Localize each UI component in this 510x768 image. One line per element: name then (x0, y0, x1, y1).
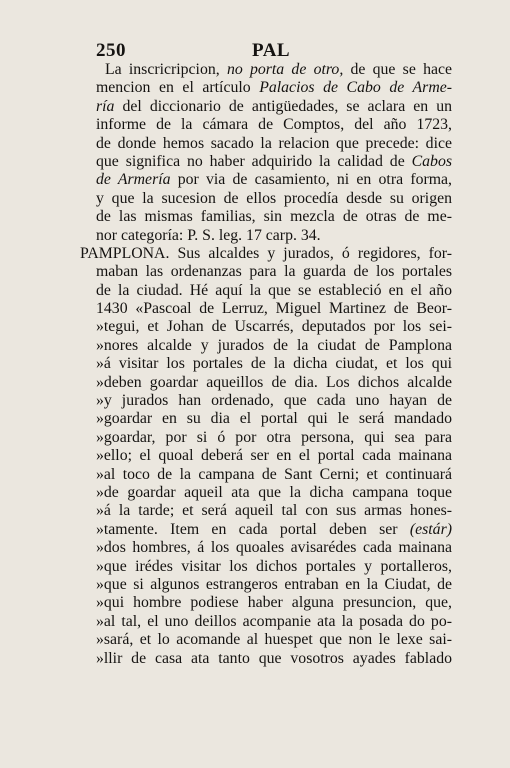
text-line: »y jurados han ordenado, que cada uno hayan de (96, 392, 452, 410)
text-line: »qui hombre podiese haber alguna presuncion, que, (96, 594, 452, 612)
text-line: »llir de casa ata tanto que vosotros ayades fablado (96, 649, 452, 667)
text-line: »tamente. Item en cada portal deben ser (estár) (96, 520, 452, 538)
text-line: »que irédes visitar los dichos portales y portalleros, (96, 557, 452, 575)
text-line: de donde hemos sacado la relacion que precede: dice (96, 134, 452, 152)
text-line: »deben goardar aqueillos de dia. Los dichos alcalde (96, 373, 452, 391)
text-line: »de goardar aqueil ata que la dicha campana toque (96, 483, 452, 501)
text-line: »ello; el quoal deberá ser en el portal cada mainana (96, 447, 452, 465)
text-line: que significa no haber adquirido la calidad de Cabos (96, 152, 452, 170)
text-line: maban las ordenanzas para la guarda de los portales (96, 263, 452, 281)
text-line: »á visitar los portales de la dicha ciudat, et los qui (96, 355, 452, 373)
text-line: »al toco de la campana de Sant Cerni; et continuará (96, 465, 452, 483)
text-line: PAMPLONA. Sus alcaldes y jurados, ó regidores, for- (80, 244, 452, 262)
text-line: »á la tarde; et será aqueil tal con sus armas hones- (96, 502, 452, 520)
text-line: de la ciudad. Hé aquí la que se estableció en el año (96, 281, 452, 299)
text-line: »al tal, el uno deillos acompanie ata la posada do po- (96, 612, 452, 630)
text-line: mencion en el artículo Palacios de Cabo de Arme- (96, 79, 453, 97)
text-line: de las mismas familias, sin mezcla de otras de me- (96, 208, 452, 226)
text-line: »dos hombres, á los quoales avisarédes cada mainana (96, 539, 452, 557)
page-number: 250 (96, 40, 126, 61)
text-line: ría del diccionario de antigüedades, se aclara en un (96, 97, 452, 115)
body-text (80, 61, 452, 668)
text-line: informe de la cámara de Comptos, del año 1723, (96, 116, 452, 134)
text-line: nor categoría: P. S. leg. 17 carp. 34. (96, 226, 321, 244)
text-line: »sará, et lo acomande al huespet que non le lexe sai- (96, 631, 452, 649)
text-line: »nores alcalde y jurados de la ciudat de Pamplona (96, 336, 452, 354)
text-line: y que la sucesion de ellos procedía desde su origen (96, 189, 452, 207)
text-line: »que si algunos estrangeros entraban en la Ciudat, de (96, 575, 452, 593)
text-line: La inscricripcion, no porta de otro, de que se hace (105, 61, 452, 78)
text-line: »tegui, et Johan de Uscarrés, deputados por los sei- (96, 318, 452, 336)
text-line: de Armería por via de casamiento, ni en otra forma, (96, 171, 452, 189)
running-head: PAL (252, 40, 291, 61)
text-line: »goardar, por si ó por otra persona, qui sea para (96, 428, 452, 446)
text-line: 1430 «Pascoal de Lerruz, Miguel Martinez de Beor- (96, 300, 452, 318)
text-line: »goardar en su dia el portal qui le será mandado (96, 410, 452, 428)
